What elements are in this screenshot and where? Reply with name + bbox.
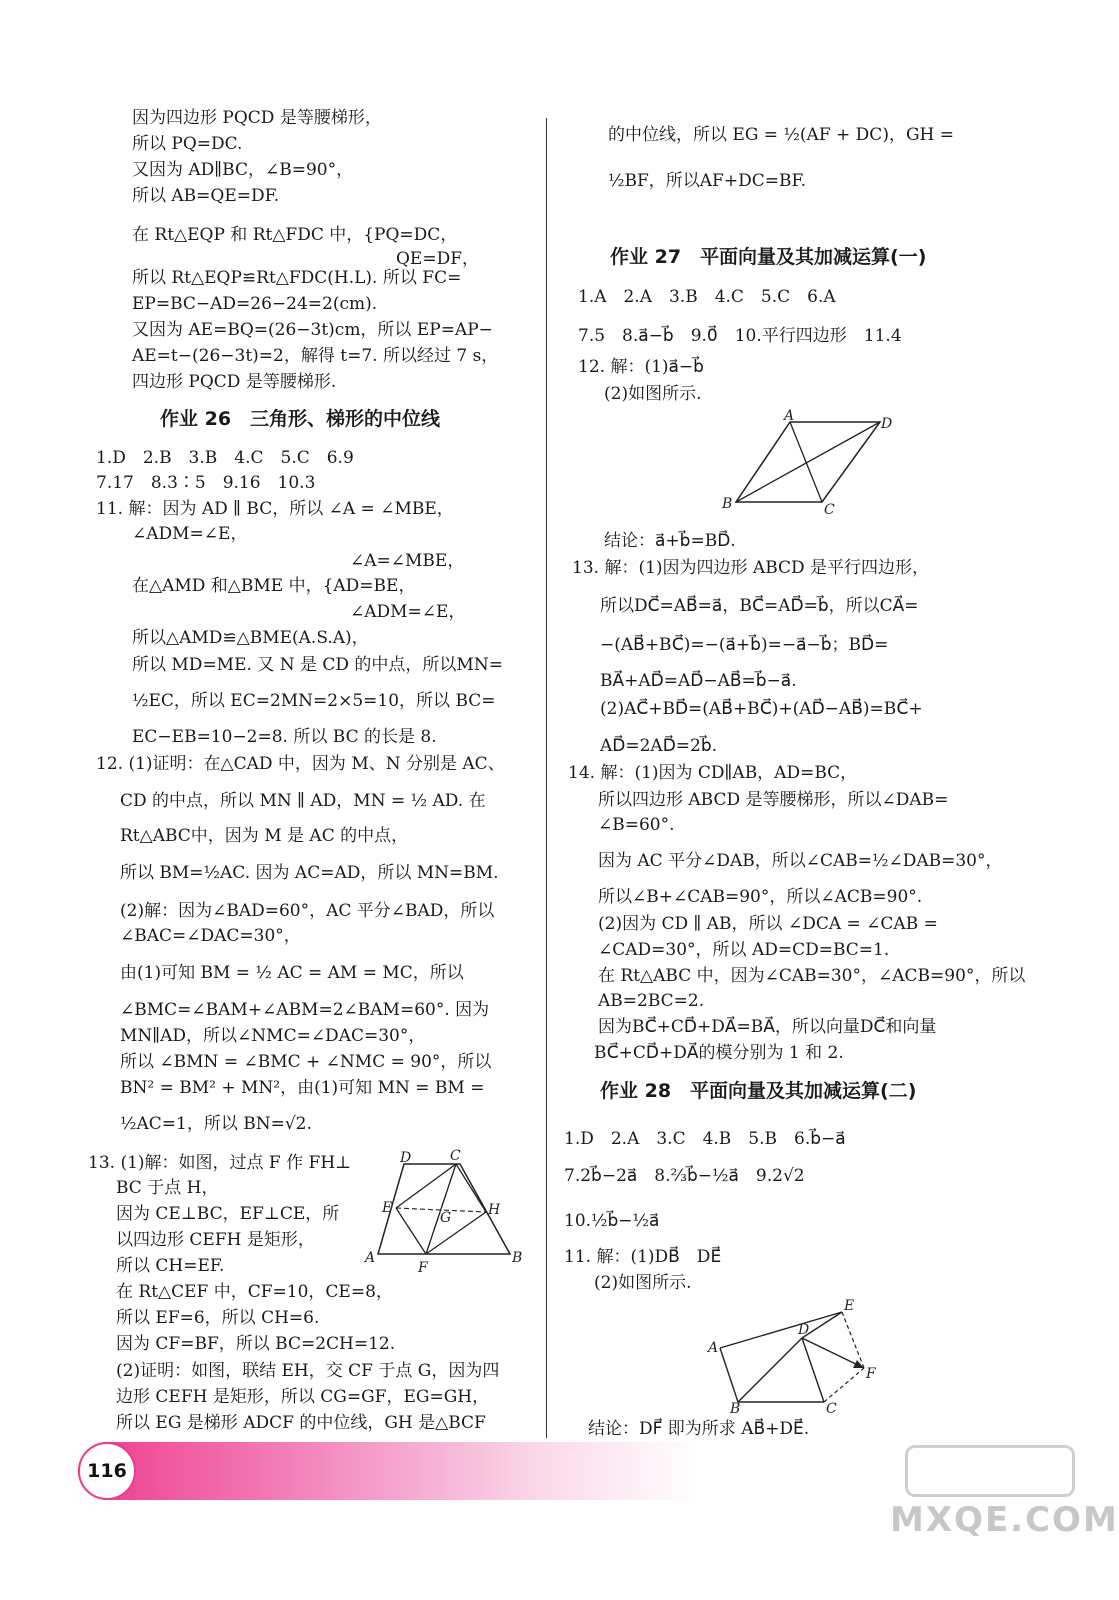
- text-line: 所以 MD=ME. 又 N 是 CD 的中点，所以MN=: [132, 655, 503, 675]
- text-line: 所以四边形 ABCD 是等腰梯形，所以∠DAB=: [598, 790, 949, 810]
- text-line: 所以 BM=½AC. 因为 AC=AD，所以 MN=BM.: [120, 863, 499, 883]
- text-line: EP=BC−AD=26−24=2(cm).: [132, 294, 378, 314]
- text-line: (2)解：因为∠BAD=60°，AC 平分∠BAD，所以: [120, 901, 495, 921]
- text-line: ∠ADM=∠E，: [132, 524, 248, 544]
- answer-line: 1.A 2.A 3.B 4.C 5.C 6.A: [578, 287, 836, 307]
- text-line: 所以 EF=6，所以 CH=6.: [116, 1308, 320, 1328]
- text-line: 所以 ∠BMN = ∠BMC + ∠NMC = 90°，所以: [120, 1052, 492, 1072]
- text-line: 在△AMD 和△BME 中，{AD=BE，: [132, 576, 416, 596]
- label-A: A: [708, 1340, 719, 1356]
- text-line: 由(1)可知 BM = ½ AC = AM = MC，所以: [120, 963, 464, 983]
- text-line: AE=t−(26−3t)=2，解得 t=7. 所以经过 7 s，: [132, 346, 499, 366]
- answer-line: 7.2b⃗−2a⃗ 8.⅔b⃗−½a⃗ 9.2√2: [564, 1166, 805, 1186]
- parallelogram-figure: [718, 408, 898, 520]
- section-heading: 作业 28 平面向量及其加减运算(二): [600, 1080, 917, 1102]
- text-line: 11. 解：(1)DB⃗ DE⃗: [564, 1247, 722, 1267]
- text-line: 又因为 AD∥BC，∠B=90°，: [132, 160, 354, 180]
- text-line: 所以 EG 是梯形 ADCF 的中位线，GH 是△BCF: [116, 1413, 486, 1433]
- vector-figure: [706, 1296, 886, 1417]
- label-A: A: [784, 408, 795, 424]
- label-B: B: [512, 1250, 523, 1266]
- text-line: 又因为 AE=BQ=(26−3t)cm，所以 EP=AP−: [132, 320, 493, 340]
- label-D: D: [400, 1150, 412, 1166]
- text-line: QE=DF，: [396, 249, 480, 269]
- text-line: 因为 CF=BF，所以 BC=2CH=12.: [116, 1334, 396, 1354]
- label-F: F: [418, 1260, 428, 1276]
- text-line: (2)因为 CD ∥ AB，所以 ∠DCA = ∠CAB =: [598, 914, 938, 934]
- text-line: (2)AC⃗+BD⃗=(AB⃗+BC⃗)+(AD⃗−AB⃗)=BC⃗+: [600, 699, 923, 719]
- page-footer-bar: [78, 1442, 698, 1500]
- text-line: (2)如图所示.: [604, 384, 702, 404]
- text-line: 以四边形 CEFH 是矩形，: [116, 1230, 315, 1250]
- text-line: ½BF，所以AF+DC=BF.: [608, 171, 807, 191]
- text-line: 在 Rt△CEF 中，CF=10，CE=8，: [116, 1282, 393, 1302]
- text-line: 因为四边形 PQCD 是等腰梯形，: [132, 108, 382, 128]
- text-line: BA⃗+AD⃗=AD⃗−AB⃗=b⃗−a⃗.: [600, 671, 797, 691]
- text-line: 13. (1)解：如图，过点 F 作 FH⊥: [88, 1153, 352, 1173]
- text-line: ∠A=∠MBE，: [350, 551, 465, 571]
- text-line: ∠ADM=∠E，: [350, 602, 466, 622]
- text-line: 因为BC⃗+CD⃗+DA⃗=BA⃗，所以向量DC⃗和向量: [598, 1017, 937, 1037]
- text-line: 所以 PQ=DC.: [132, 134, 243, 154]
- answer-line: 7.17 8.3∶5 9.16 10.3: [96, 473, 316, 493]
- label-D: D: [798, 1322, 810, 1338]
- label-C: C: [824, 502, 835, 518]
- label-A: A: [365, 1250, 376, 1266]
- text-line: 所以∠B+∠CAB=90°，所以∠ACB=90°.: [598, 887, 923, 907]
- label-G: G: [440, 1210, 452, 1226]
- text-line: (2)如图所示.: [594, 1273, 692, 1293]
- text-line: AB=2BC=2.: [598, 991, 705, 1011]
- text-line: 因为 CE⊥BC，EF⊥CE，所: [116, 1204, 340, 1224]
- section-heading: 作业 26 三角形、梯形的中位线: [160, 408, 441, 430]
- text-line: ∠CAD=30°，所以 AD=CD=BC=1.: [598, 940, 890, 960]
- answer-line: 1.D 2.A 3.C 4.B 5.B 6.b⃗−a⃗: [564, 1129, 846, 1149]
- section-heading: 作业 27 平面向量及其加减运算(一): [610, 246, 927, 268]
- label-H: H: [488, 1202, 501, 1218]
- text-line: 因为 AC 平分∠DAB，所以∠CAB=½∠DAB=30°，: [598, 851, 1003, 871]
- label-B: B: [730, 1401, 741, 1417]
- text-line: 结论：a⃗+b⃗=BD⃗.: [604, 531, 736, 551]
- text-line: 所以 CH=EF.: [116, 1256, 225, 1276]
- text-line: 结论：DF⃗ 即为所求 AB⃗+DE⃗.: [588, 1419, 810, 1439]
- text-line: EC−EB=10−2=8. 所以 BC 的长是 8.: [132, 727, 437, 747]
- watermark-logo: [905, 1445, 1075, 1497]
- page-number: 116: [78, 1442, 136, 1500]
- text-line: 所以 AB=QE=DF.: [132, 186, 280, 206]
- label-E: E: [382, 1200, 393, 1216]
- text-line: −(AB⃗+BC⃗)=−(a⃗+b⃗)=−a⃗−b⃗；BD⃗=: [600, 635, 889, 655]
- label-E: E: [844, 1298, 855, 1314]
- text-line: ½AC=1，所以 BN=√2.: [120, 1114, 312, 1134]
- text-line: 14. 解：(1)因为 CD∥AB，AD=BC，: [568, 763, 858, 783]
- text-line: ∠BAC=∠DAC=30°，: [120, 926, 301, 946]
- text-line: Rt△ABC中，因为 M 是 AC 的中点，: [120, 826, 409, 846]
- text-line: 在 Rt△EQP 和 Rt△FDC 中，{PQ=DC，: [132, 225, 458, 245]
- text-line: BC 于点 H，: [116, 1178, 219, 1198]
- text-line: 12. (1)证明：在△CAD 中，因为 M、N 分别是 AC、: [96, 754, 505, 774]
- label-F: F: [866, 1366, 876, 1382]
- answer-line: 10.½b⃗−½a⃗: [564, 1211, 660, 1231]
- text-line: 所以△AMD≌△BME(A.S.A)，: [132, 628, 369, 648]
- column-divider: [546, 118, 547, 1438]
- watermark-text: MXQE.COM: [890, 1500, 1119, 1540]
- text-line: MN∥AD，所以∠NMC=∠DAC=30°，: [120, 1026, 426, 1046]
- label-C: C: [826, 1401, 837, 1417]
- text-line: BC⃗+CD⃗+DA⃗的模分别为 1 和 2.: [594, 1043, 844, 1063]
- text-line: 所以 Rt△EQP≌Rt△FDC(H.L). 所以 FC=: [132, 268, 462, 288]
- text-line: ∠BMC=∠BAM+∠ABM=2∠BAM=60°. 因为: [120, 1000, 490, 1020]
- text-line: 所以DC⃗=AB⃗=a⃗，BC⃗=AD⃗=b⃗，所以CA⃗=: [600, 596, 919, 616]
- text-line: 的中位线，所以 EG = ½(AF + DC)，GH =: [608, 125, 955, 145]
- text-line: CD 的中点，所以 MN ∥ AD，MN = ½ AD. 在: [120, 791, 486, 811]
- trapezoid-figure: [360, 1150, 530, 1275]
- text-line: 12. 解：(1)a⃗−b⃗: [578, 357, 704, 377]
- text-line: ½EC，所以 EC=2MN=2×5=10，所以 BC=: [132, 691, 496, 711]
- text-line: 13. 解：(1)因为四边形 ABCD 是平行四边形，: [572, 558, 930, 578]
- text-line: BN² = BM² + MN²，由(1)可知 MN = BM =: [120, 1078, 485, 1098]
- text-line: 11. 解：因为 AD ∥ BC，所以 ∠A = ∠MBE，: [96, 499, 454, 519]
- answer-line: 1.D 2.B 3.B 4.C 5.C 6.9: [96, 448, 354, 468]
- text-line: 边形 CEFH 是矩形，所以 CG=GF，EG=GH，: [116, 1387, 490, 1407]
- text-line: AD⃗=2AD⃗=2b⃗.: [600, 736, 718, 756]
- text-line: (2)证明：如图，联结 EH，交 CF 于点 G，因为四: [116, 1361, 500, 1381]
- label-B: B: [722, 496, 733, 512]
- answer-line: 7.5 8.a⃗−b⃗ 9.0⃗ 10.平行四边形 11.4: [578, 326, 902, 346]
- text-line: ∠B=60°.: [598, 815, 675, 835]
- text-line: 在 Rt△ABC 中，因为∠CAB=30°，∠ACB=90°，所以: [598, 966, 1026, 986]
- text-line: 四边形 PQCD 是等腰梯形.: [132, 372, 337, 392]
- label-C: C: [450, 1148, 461, 1164]
- label-D: D: [881, 416, 893, 432]
